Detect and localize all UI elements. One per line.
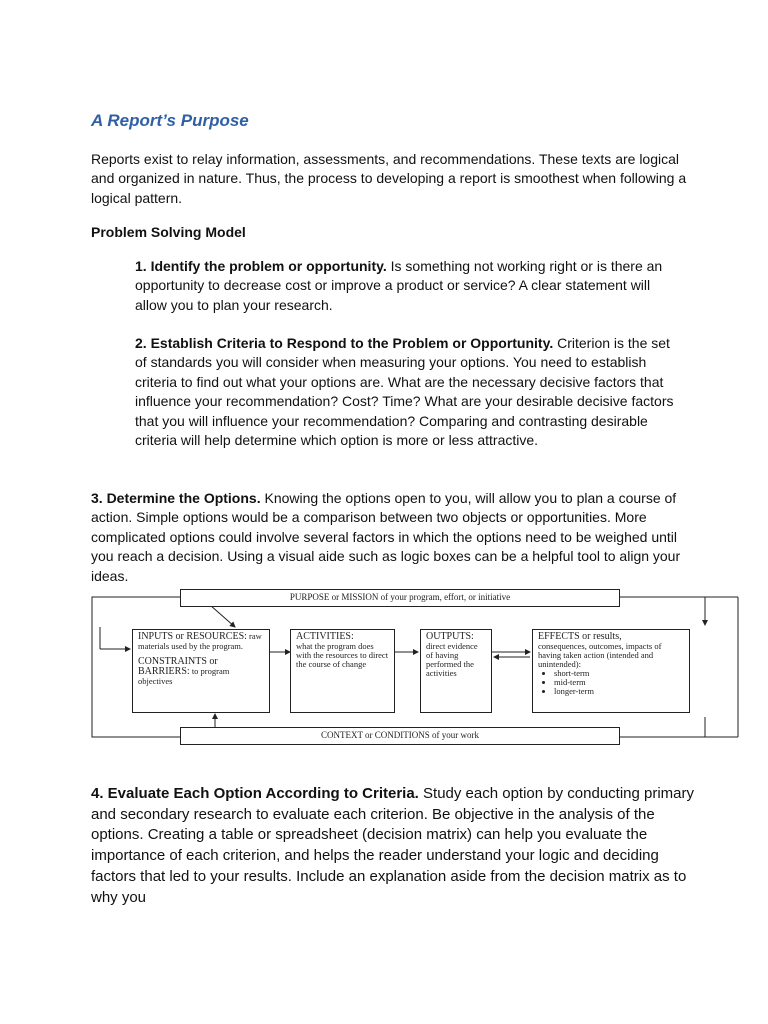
activities-caption: ACTIVITIES:	[296, 631, 354, 642]
step-2-label: 2. Establish Criteria to Respond to the Problem or Opportunity.	[135, 335, 554, 351]
effects-text: consequences, outcomes, impacts of having taken action (intended and unintended):	[538, 641, 662, 669]
effects-list-item: • mid-term	[554, 678, 684, 687]
step-2-paragraph	[135, 334, 680, 450]
outputs-text: direct evidence of having performed the activities	[426, 641, 478, 678]
step-2-text: Criterion is the set of standards you will consider when measuring your options. You need to establish criteria to find out what your options are. What are the necessary decisive factors that influence your recommendation? Cost? Time? What are your desirable decisive factors that you will influence your recommendation? Comparing and contrasting desirable criteria will help determine which option is more or less attractive.	[135, 335, 674, 449]
model-heading: Problem Solving Model	[91, 224, 246, 240]
step-3-text: Knowing the options open to you, will allow you to plan a course of action. Simple options would be a comparison between two objects or opportunities. More complicated options could involve several factors in which the options need to be weighed until you reach a decision. Using a visual aide such as logic boxes can be a helpful tool to align your ideas.	[91, 490, 681, 584]
purpose-bar-label: PURPOSE or MISSION of your program, effort, or initiative	[289, 592, 511, 602]
constraints-text: to program objectives	[138, 666, 230, 686]
step-3-paragraph	[91, 489, 691, 586]
effects-list	[538, 669, 684, 696]
outputs-box	[420, 629, 492, 713]
step-4-paragraph	[91, 784, 701, 908]
effects-list-item: • short-term	[554, 669, 684, 678]
activities-box	[290, 629, 395, 713]
step-4-label: 4. Evaluate Each Option According to Criteria.	[91, 785, 419, 802]
effects-caption: EFFECTS or results,	[538, 631, 622, 642]
step-1-paragraph	[135, 257, 680, 315]
step-3-label: 3. Determine the Options.	[91, 490, 261, 506]
inputs-text: raw materials used by the program.	[138, 631, 262, 651]
step-4-text: Study each option by conducting primary and secondary research to evaluate each criterion. Be objective in the analysis of the options. Creating a table or spreadsheet (decision matrix) can help you evaluate the importance of each criterion, and helps the reader understand your logic and deciding factors that led to your results. Include an explanation aside from the decision matrix as to why you	[91, 785, 695, 906]
inputs-caption: INPUTS or RESOURCES:	[138, 631, 247, 642]
purpose-bar	[180, 589, 620, 607]
effects-list-item: • longer-term	[554, 687, 684, 696]
activities-text: what the program does with the resources to direct the course of change	[296, 641, 389, 669]
outputs-caption: OUTPUTS:	[426, 631, 474, 642]
logic-model-diagram	[90, 587, 740, 747]
inputs-box	[132, 629, 270, 713]
effects-box	[532, 629, 690, 713]
step-1-text: Is something not working right or is there an opportunity to decrease cost or improve a product or service? A clear statement will allow you to plan your research.	[135, 258, 663, 313]
constraints-caption: CONSTRAINTS or BARRIERS:	[138, 656, 218, 677]
context-bar	[180, 727, 620, 745]
page-title: A Report’s Purpose	[91, 111, 249, 130]
intro-paragraph: Reports exist to relay information, assessments, and recommendations. These texts are logical and organized in nature. Thus, the process to developing a report is smoothest when following a logical pattern.	[91, 151, 687, 206]
step-1-label: 1. Identify the problem or opportunity.	[135, 258, 387, 274]
context-bar-label: CONTEXT or CONDITIONS of your work	[320, 730, 480, 740]
